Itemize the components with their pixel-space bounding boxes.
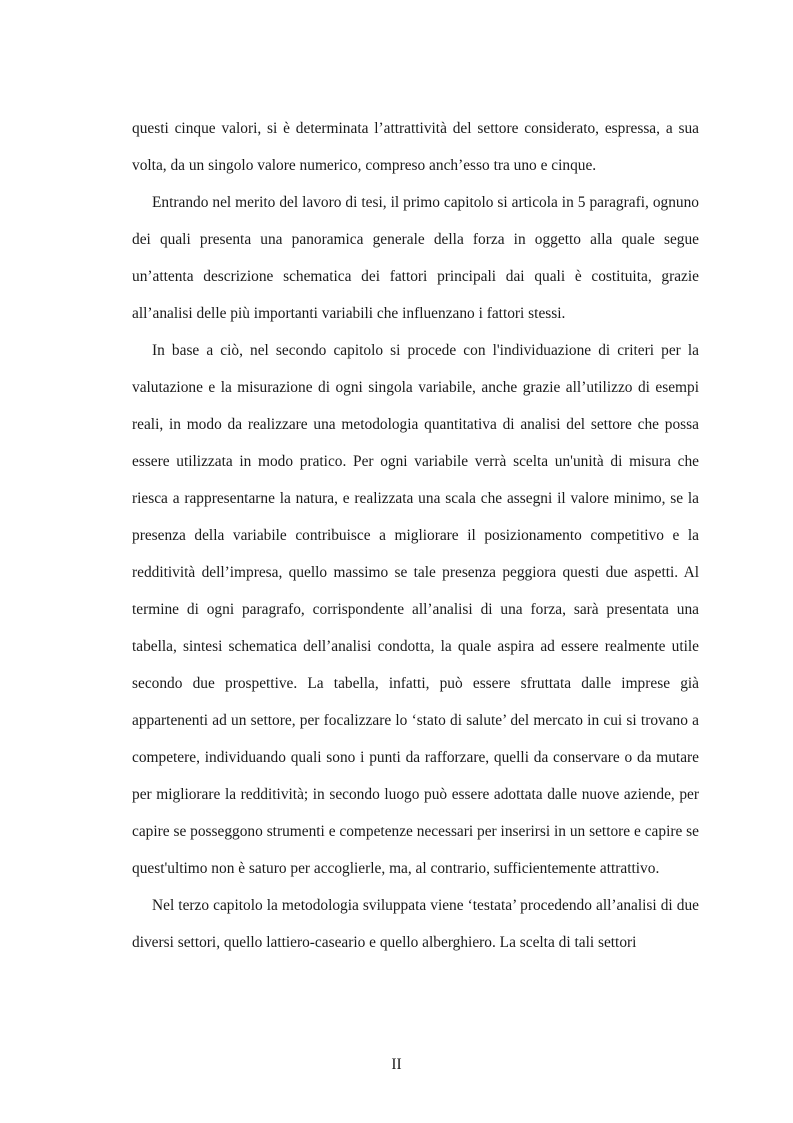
- paragraph-third-chapter: Nel terzo capitolo la metodologia sviluppata viene ‘testata’ procedendo all’analisi di due diversi settori, quello lattiero-caseario e quello alberghiero. La scelta di tali settori: [132, 897, 699, 951]
- body-text: [132, 110, 699, 961]
- paragraph-first-chapter: Entrando nel merito del lavoro di tesi, il primo capitolo si articola in 5 paragrafi, ognuno dei quali presenta una panoramica generale della forza in oggetto alla quale segue un’attenta descrizione schematica dei fattori principali dai quali è costituita, grazie all’analisi delle più importanti variabili che influenzano i fattori stessi.: [132, 194, 699, 322]
- paragraph-second-chapter: In base a ciò, nel secondo capitolo si procede con l'individuazione di criteri per la valutazione e la misurazione di ogni singola variabile, anche grazie all’utilizzo di esempi reali, in modo da realizzare una metodologia quantitativa di analisi del settore che possa essere utilizzata in modo pratico. Per ogni variabile verrà scelta un'unità di misura che riesca a rappresentarne la natura, e realizzata una scala che assegni il valore minimo, se la presenza della variabile contribuisce a migliorare il posizionamento competitivo e la redditività dell’impresa, quello massimo se tale presenza peggiora questi due aspetti. Al termine di ogni paragrafo, corrispondente all’analisi di una forza, sarà presentata una tabella, sintesi schematica dell’analisi condotta, la quale aspira ad essere realmente utile secondo due prospettive. La tabella, infatti, può essere sfruttata dalle imprese già appartenenti ad un settore, per focalizzare lo ‘stato di salute’ del mercato in cui si trovano a competere, individuando quali sono i punti da rafforzare, quelli da conservare o da mutare per migliorare la redditività; in secondo luogo può essere adottata dalle nuove aziende, per capire se posseggono strumenti e competenze necessari per inserirsi in un settore e capire se quest'ultimo non è saturo per accoglierle, ma, al contrario, sufficientemente attrattivo.: [132, 342, 699, 877]
- paragraph-continued: questi cinque valori, si è determinata l’attrattività del settore considerato, espressa, a sua volta, da un singolo valore numerico, compreso anch’esso tra uno e cinque.: [132, 120, 699, 174]
- page-number: II: [391, 1056, 402, 1073]
